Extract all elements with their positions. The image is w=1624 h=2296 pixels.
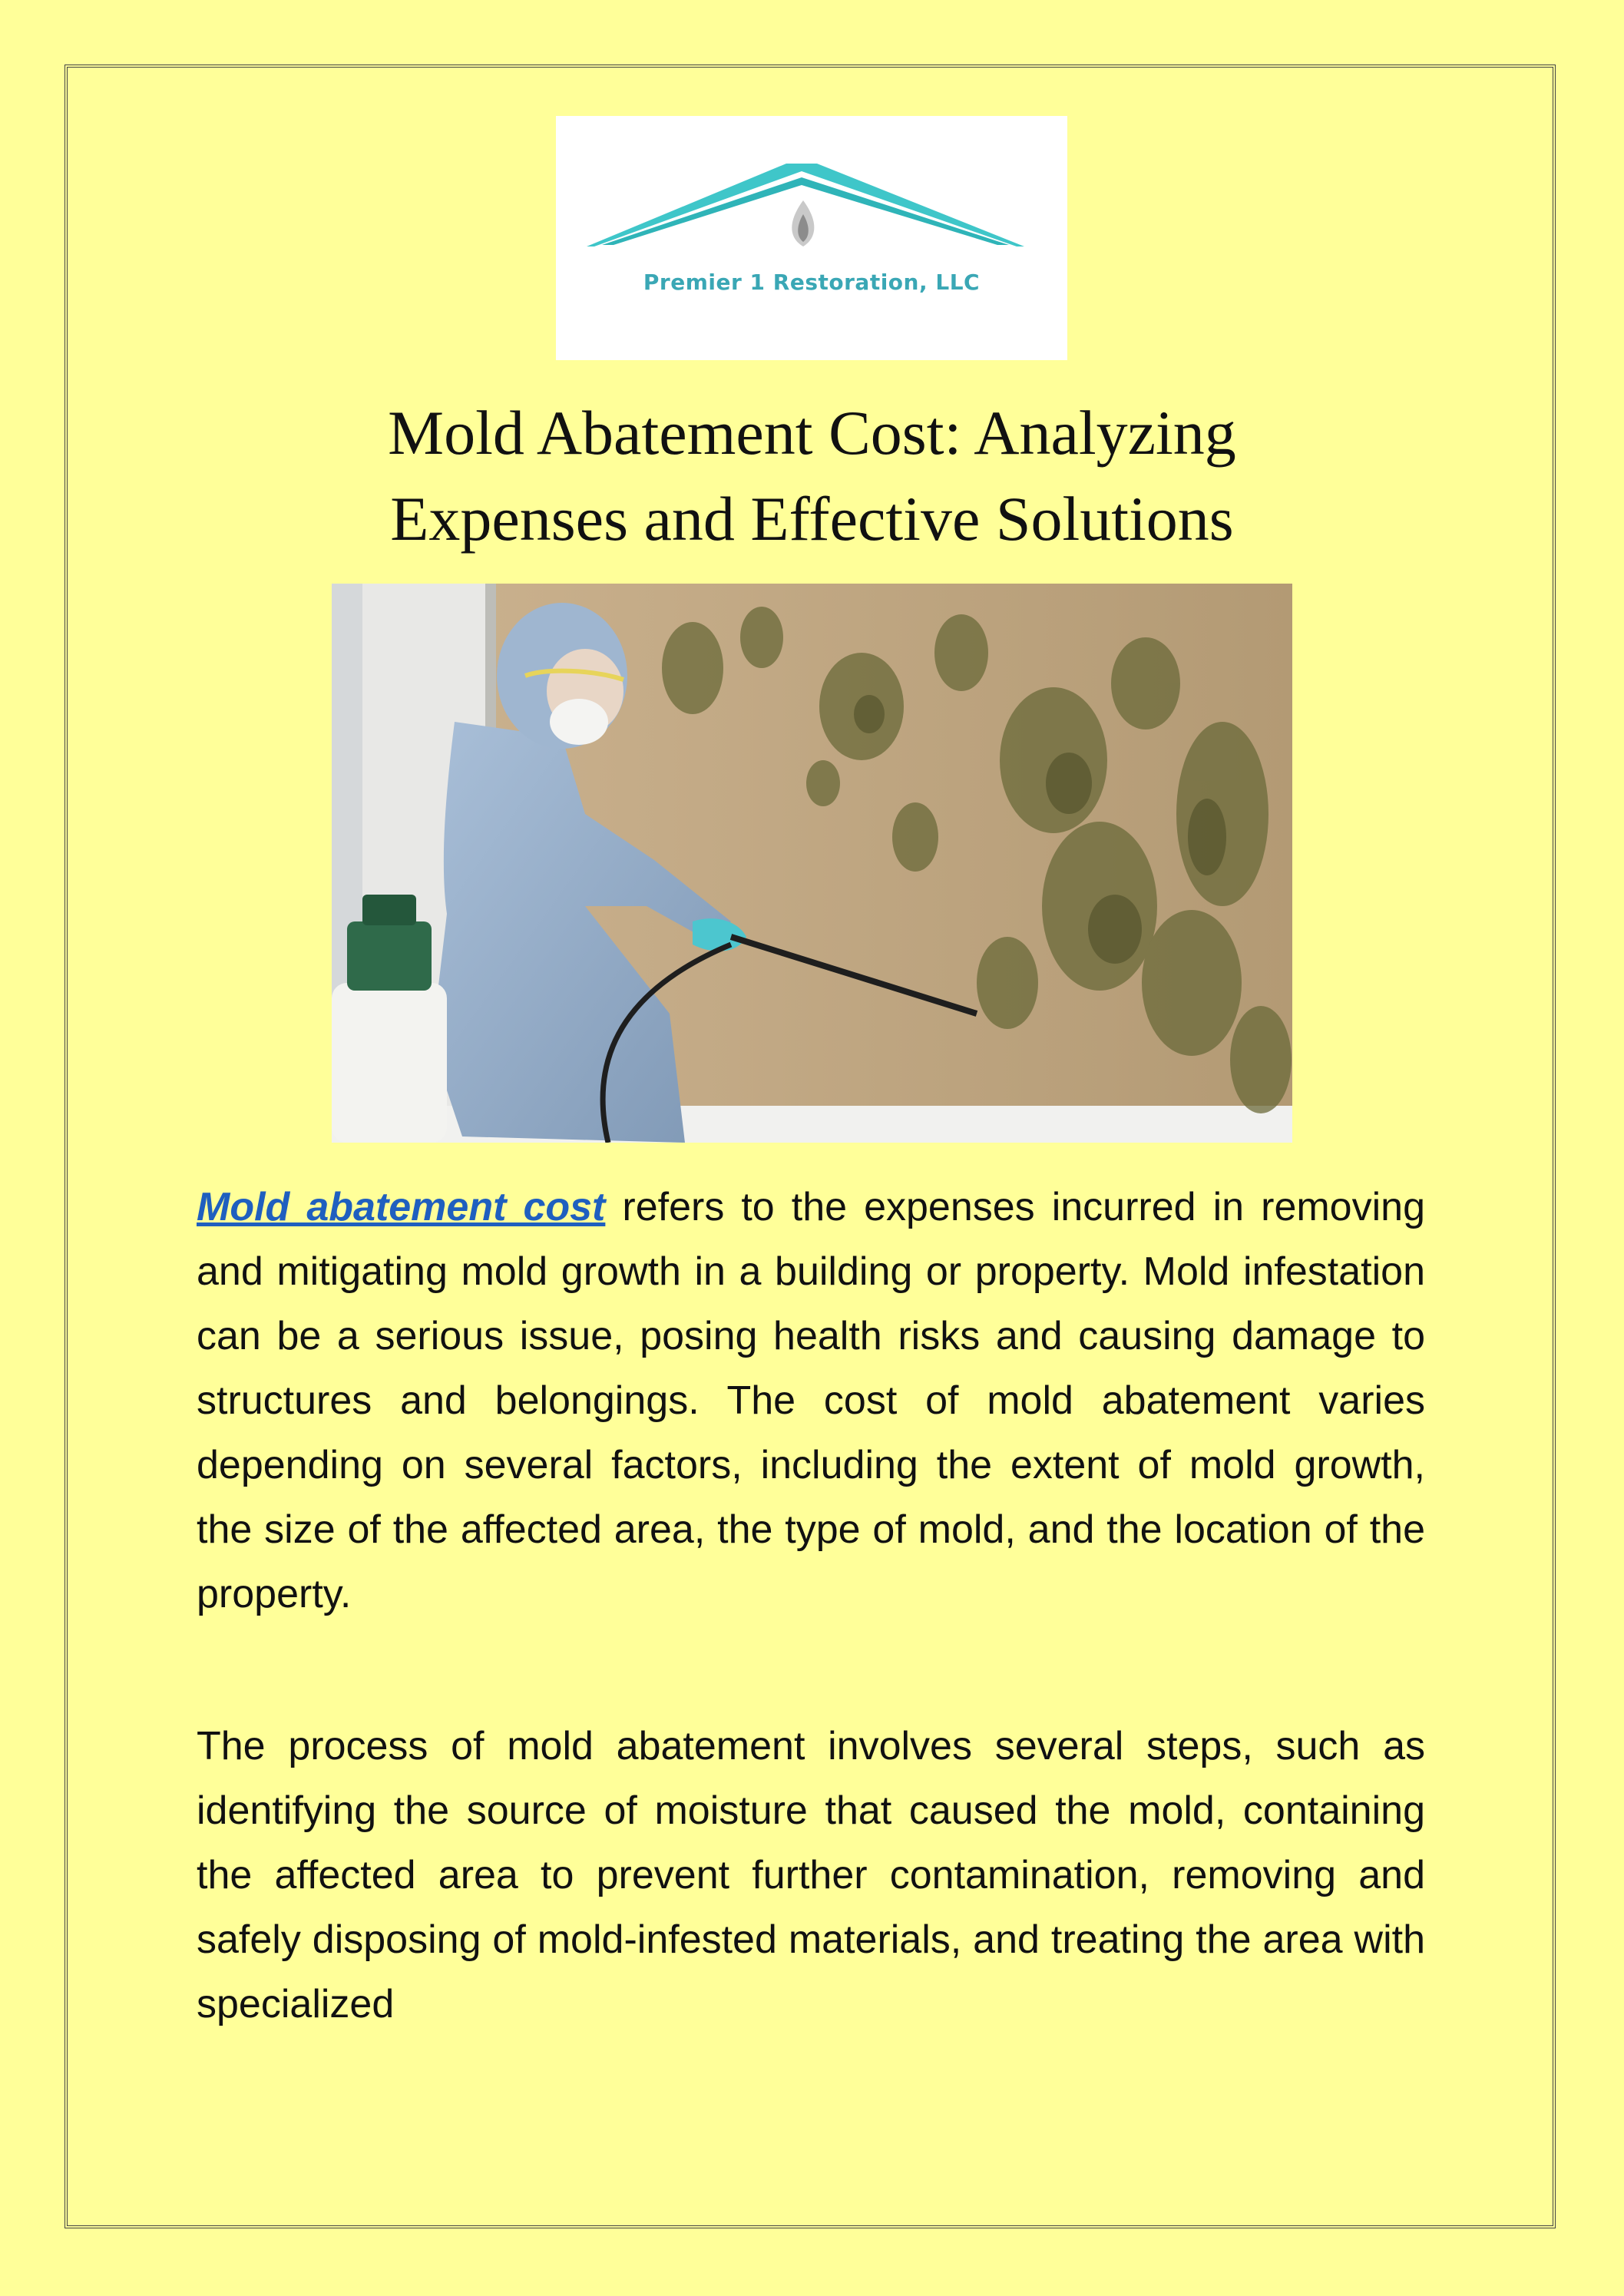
company-name: Premier 1 Restoration, LLC bbox=[643, 270, 981, 295]
title-line-2: Expenses and Effective Solutions bbox=[390, 484, 1234, 554]
mold-abatement-cost-link[interactable]: Mold abatement cost bbox=[197, 1185, 606, 1229]
article-paragraph-1 bbox=[197, 1175, 1425, 1626]
page-title bbox=[0, 390, 1624, 562]
mold-remediation-photo-icon bbox=[332, 584, 1292, 1143]
paragraph-1-text: refers to the expenses incurred in removing and mitigating mold growth in a building or property. Mold infestation can be a serious issue, posing health risks and causing damage to structures and belongings. The cost of mold abatement varies depending on several factors, including the extent of mold growth, the size of the affected area, the type of mold, and the location of the property. bbox=[197, 1185, 1425, 1616]
article-paragraph-2: The process of mold abatement involves several steps, such as identifying the source of moisture that caused the mold, containing the affected area to prevent further contamination, removing and safely disposing of mold-infested materials, and treating the area with specialized bbox=[197, 1724, 1425, 2026]
roof-logo-icon bbox=[556, 116, 1067, 360]
hero-image bbox=[332, 584, 1292, 1143]
title-line-1: Mold Abatement Cost: Analyzing bbox=[388, 398, 1236, 468]
company-logo bbox=[556, 116, 1067, 360]
